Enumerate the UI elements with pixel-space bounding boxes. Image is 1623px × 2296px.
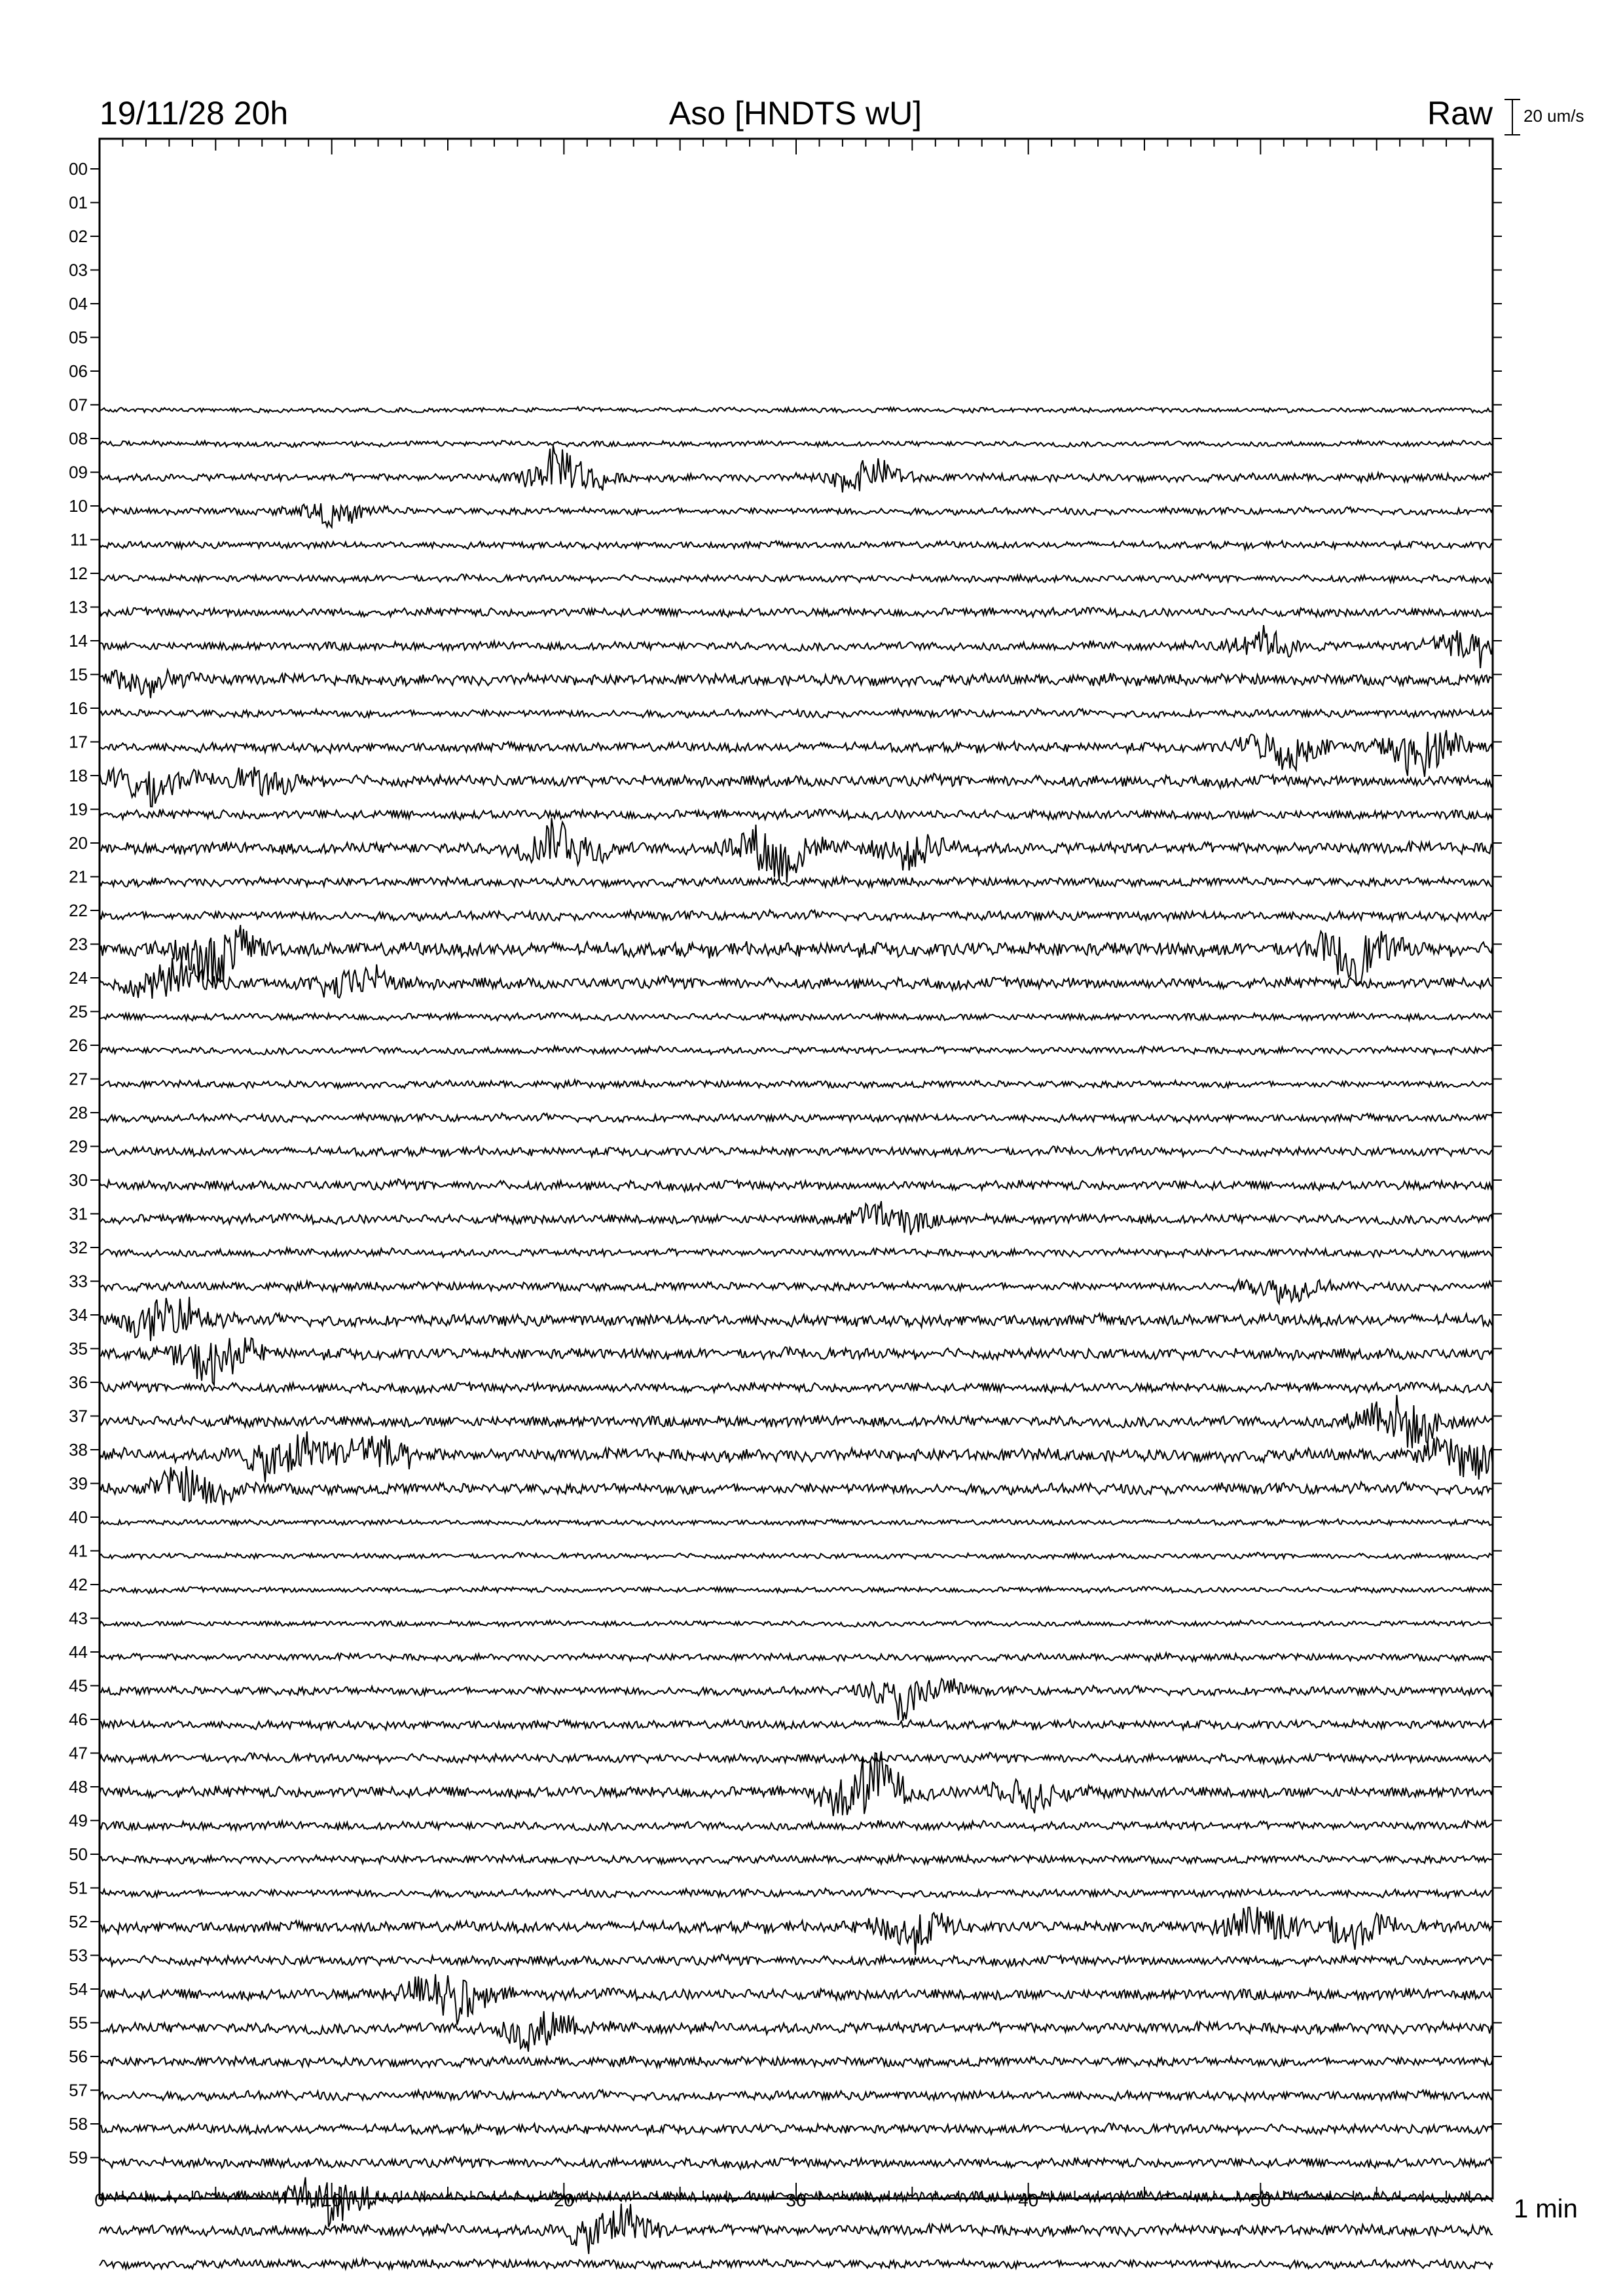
row-label: 34 <box>69 1305 88 1325</box>
trace-line <box>100 2090 1493 2101</box>
trace-line <box>100 767 1493 807</box>
trace-line <box>100 1855 1493 1864</box>
trace-line <box>100 910 1493 921</box>
amplitude-scale-bar <box>1504 99 1520 135</box>
row-label: 01 <box>69 192 88 213</box>
row-label: 52 <box>69 1912 88 1931</box>
trace-line <box>100 1201 1493 1235</box>
row-label: 28 <box>69 1103 88 1122</box>
row-label: 06 <box>69 361 88 381</box>
row-label: 43 <box>69 1608 88 1628</box>
trace-line <box>100 2157 1493 2169</box>
row-label: 21 <box>69 867 88 887</box>
x-tick-label: 20 <box>553 2190 574 2210</box>
row-label: 30 <box>69 1170 88 1190</box>
row-label: 55 <box>69 2013 88 2033</box>
row-label: 18 <box>69 766 88 785</box>
trace-line <box>100 407 1493 413</box>
row-label: 53 <box>69 1945 88 1965</box>
trace-line <box>100 541 1493 549</box>
row-label: 59 <box>69 2147 88 2168</box>
trace-line <box>100 574 1493 583</box>
row-label: 24 <box>69 968 88 988</box>
x-tick-label: 0 <box>94 2190 105 2210</box>
datetime-label: 19/11/28 20h <box>100 95 289 132</box>
trace-line <box>100 730 1493 777</box>
row-label: 38 <box>69 1440 88 1460</box>
trace-line <box>100 810 1493 820</box>
row-label: 37 <box>69 1406 88 1426</box>
traces <box>100 407 1493 2269</box>
row-label: 02 <box>69 226 88 246</box>
row-label: 39 <box>69 1473 88 1494</box>
trace-line <box>100 2011 1493 2052</box>
x-tick-label: 10 <box>321 2190 342 2210</box>
trace-line <box>100 446 1493 493</box>
trace-line <box>100 2204 1493 2254</box>
row-label: 32 <box>69 1238 88 1257</box>
trace-line <box>100 1974 1493 2024</box>
trace-line <box>100 1179 1493 1191</box>
row-label: 49 <box>69 1810 88 1831</box>
trace-line <box>100 1381 1493 1393</box>
row-label: 07 <box>69 395 88 415</box>
trace-line <box>100 625 1493 668</box>
row-label: 15 <box>69 664 88 685</box>
mode-label: Raw <box>1427 95 1493 132</box>
row-label: 11 <box>70 529 88 550</box>
row-label: 48 <box>69 1777 88 1797</box>
trace-line <box>100 709 1493 718</box>
row-label: 09 <box>69 462 88 482</box>
row-label: 50 <box>69 1844 88 1864</box>
trace-line <box>100 1146 1493 1157</box>
x-unit-label: 1 min <box>1514 2195 1578 2223</box>
trace-line <box>100 1080 1493 1088</box>
row-label: 54 <box>69 1979 88 1999</box>
trace-line <box>100 607 1493 617</box>
x-tick-label: 50 <box>1250 2190 1271 2210</box>
row-label: 42 <box>69 1575 88 1594</box>
trace-line <box>100 503 1493 528</box>
row-label: 05 <box>69 327 88 348</box>
row-label: 20 <box>69 833 88 853</box>
row-label: 12 <box>69 564 88 583</box>
trace-line <box>100 1587 1493 1593</box>
plot-frame <box>100 139 1493 2198</box>
row-label: 58 <box>69 2114 88 2134</box>
row-labels <box>69 159 88 2168</box>
amplitude-scale-label: 20 um/s <box>1523 106 1584 126</box>
row-label: 10 <box>69 496 88 516</box>
row-label: 27 <box>69 1069 88 1089</box>
row-label: 14 <box>69 631 88 651</box>
trace-line <box>100 1395 1493 1448</box>
row-label: 36 <box>69 1372 88 1392</box>
trace-line <box>100 1431 1493 1482</box>
trace-line <box>100 1338 1493 1385</box>
row-label: 47 <box>69 1743 88 1763</box>
trace-line <box>100 1620 1493 1626</box>
x-tick-label: 30 <box>786 2190 807 2210</box>
trace-line <box>100 1552 1493 1559</box>
row-label: 57 <box>69 2080 88 2100</box>
trace-line <box>100 1954 1493 1967</box>
row-label: 16 <box>69 698 88 718</box>
row-label: 03 <box>69 260 88 280</box>
row-label: 41 <box>69 1541 88 1561</box>
row-label: 31 <box>69 1204 88 1224</box>
trace-line <box>100 1519 1493 1526</box>
x-tick-label: 40 <box>1018 2190 1039 2210</box>
trace-line <box>100 1753 1493 1764</box>
row-label: 45 <box>69 1676 88 1696</box>
trace-line <box>100 2056 1493 2067</box>
row-label: 17 <box>69 732 88 752</box>
row-label: 00 <box>69 159 88 179</box>
trace-line <box>100 1907 1493 1955</box>
trace-line <box>100 818 1493 883</box>
row-label: 35 <box>69 1338 88 1359</box>
trace-line <box>100 1888 1493 1897</box>
station-title: Aso [HNDTS wU] <box>668 95 922 132</box>
trace-line <box>100 1013 1493 1021</box>
row-label: 22 <box>69 901 88 920</box>
trace-line <box>100 1720 1493 1731</box>
row-label: 51 <box>69 1878 88 1898</box>
trace-line <box>100 1653 1493 1662</box>
trace-line <box>100 877 1493 888</box>
trace-line <box>100 1820 1493 1831</box>
row-label: 25 <box>69 1001 88 1022</box>
row-label: 08 <box>69 429 88 448</box>
row-label: 13 <box>69 597 88 617</box>
row-label: 29 <box>69 1136 88 1157</box>
trace-line <box>100 440 1493 447</box>
trace-line <box>100 2123 1493 2135</box>
trace-line <box>100 670 1493 698</box>
trace-line <box>100 1280 1493 1304</box>
row-label: 40 <box>69 1507 88 1527</box>
trace-line <box>100 1466 1493 1505</box>
row-label: 44 <box>69 1642 88 1662</box>
trace-line <box>100 2259 1493 2269</box>
row-label: 04 <box>69 294 88 314</box>
row-label: 23 <box>69 934 88 954</box>
trace-line <box>100 1297 1493 1341</box>
row-label: 46 <box>69 1710 88 1729</box>
row-label: 19 <box>69 799 88 819</box>
row-label: 56 <box>69 2047 88 2066</box>
row-label: 26 <box>69 1035 88 1055</box>
trace-line <box>100 1113 1493 1122</box>
row-label: 33 <box>69 1271 88 1291</box>
trace-line <box>100 1046 1493 1054</box>
trace-line <box>100 1248 1493 1257</box>
trace-line <box>100 1679 1493 1721</box>
trace-line <box>100 958 1493 999</box>
frame-ticks <box>90 139 1502 2198</box>
